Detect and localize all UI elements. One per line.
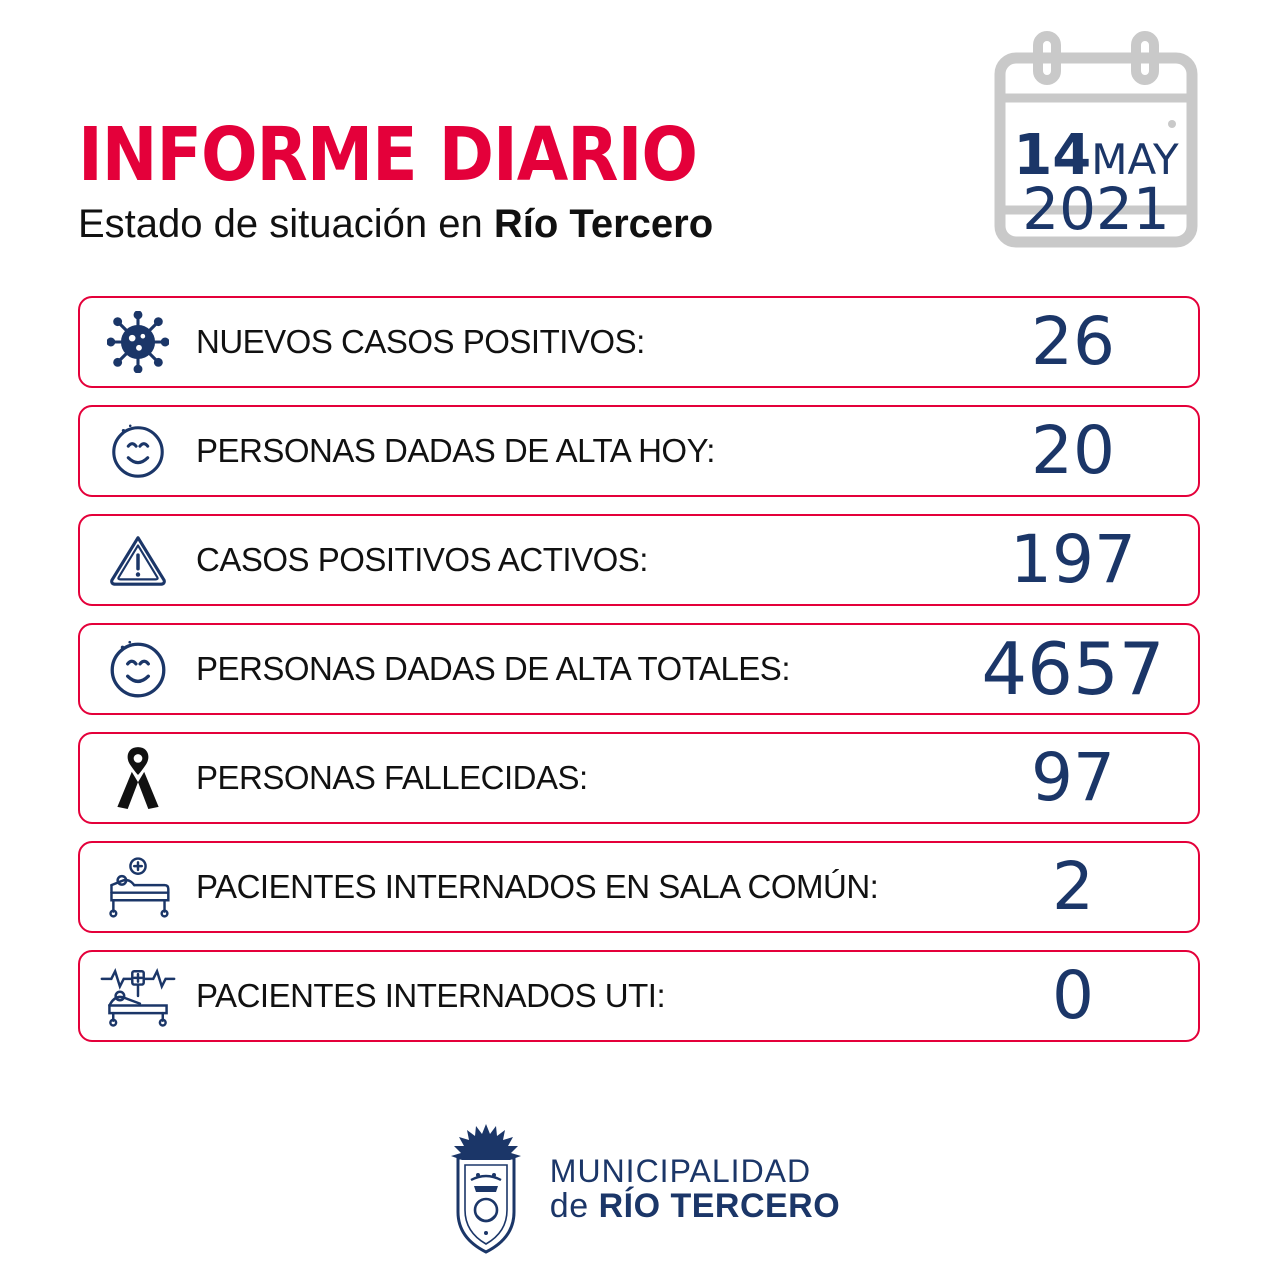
- table-row: [78, 950, 1200, 1042]
- row-value: 20: [1031, 412, 1115, 489]
- warning-icon: [80, 514, 196, 606]
- calendar-month: MAY: [1091, 135, 1179, 184]
- row-label: PERSONAS DADAS DE ALTA HOY:: [196, 432, 715, 469]
- municipality-line-2-prefix: de: [549, 1186, 599, 1225]
- row-label: PACIENTES INTERNADOS UTI:: [196, 977, 666, 1014]
- municipal-crest-icon: [438, 1120, 534, 1260]
- calendar-year: 2021: [1022, 175, 1170, 243]
- municipality-line-2: [549, 1186, 841, 1225]
- mourning-ribbon-icon: [80, 732, 196, 824]
- calendar-icon: [986, 30, 1206, 270]
- icu-bed-icon: [80, 950, 196, 1042]
- municipality-name: [550, 1155, 840, 1224]
- row-label: PACIENTES INTERNADOS EN SALA COMÚN:: [196, 868, 879, 905]
- row-label: NUEVOS CASOS POSITIVOS:: [196, 323, 645, 360]
- table-row: [78, 623, 1200, 715]
- row-label: PERSONAS FALLECIDAS:: [196, 759, 588, 796]
- table-row: [78, 841, 1200, 933]
- municipality-line-1: MUNICIPALIDAD: [549, 1153, 812, 1190]
- table-row: [78, 514, 1200, 606]
- smiley-face-icon: [80, 405, 196, 497]
- subtitle-prefix: Estado de situación en: [78, 202, 494, 246]
- report-rows: [78, 296, 1200, 1059]
- table-row: [78, 296, 1200, 388]
- row-label: CASOS POSITIVOS ACTIVOS:: [196, 541, 648, 578]
- table-row: [78, 405, 1200, 497]
- subtitle-place: Río Tercero: [493, 202, 714, 246]
- virus-icon: [80, 296, 196, 388]
- page-title: INFORME DIARIO: [78, 112, 697, 198]
- footer: [0, 1120, 1278, 1260]
- row-value: 2: [1052, 848, 1094, 925]
- calendar-day: 14: [1013, 123, 1092, 188]
- table-row: [78, 732, 1200, 824]
- row-value: 197: [1010, 521, 1136, 598]
- smiley-face-icon: [80, 623, 196, 715]
- row-value: 97: [1031, 739, 1115, 816]
- row-value: 26: [1031, 303, 1115, 380]
- row-label: PERSONAS DADAS DE ALTA TOTALES:: [196, 650, 790, 687]
- row-value: 0: [1052, 957, 1094, 1034]
- municipality-line-2-place: RÍO TERCERO: [598, 1186, 841, 1225]
- row-value: 4657: [981, 627, 1165, 711]
- hospital-bed-icon: [80, 841, 196, 933]
